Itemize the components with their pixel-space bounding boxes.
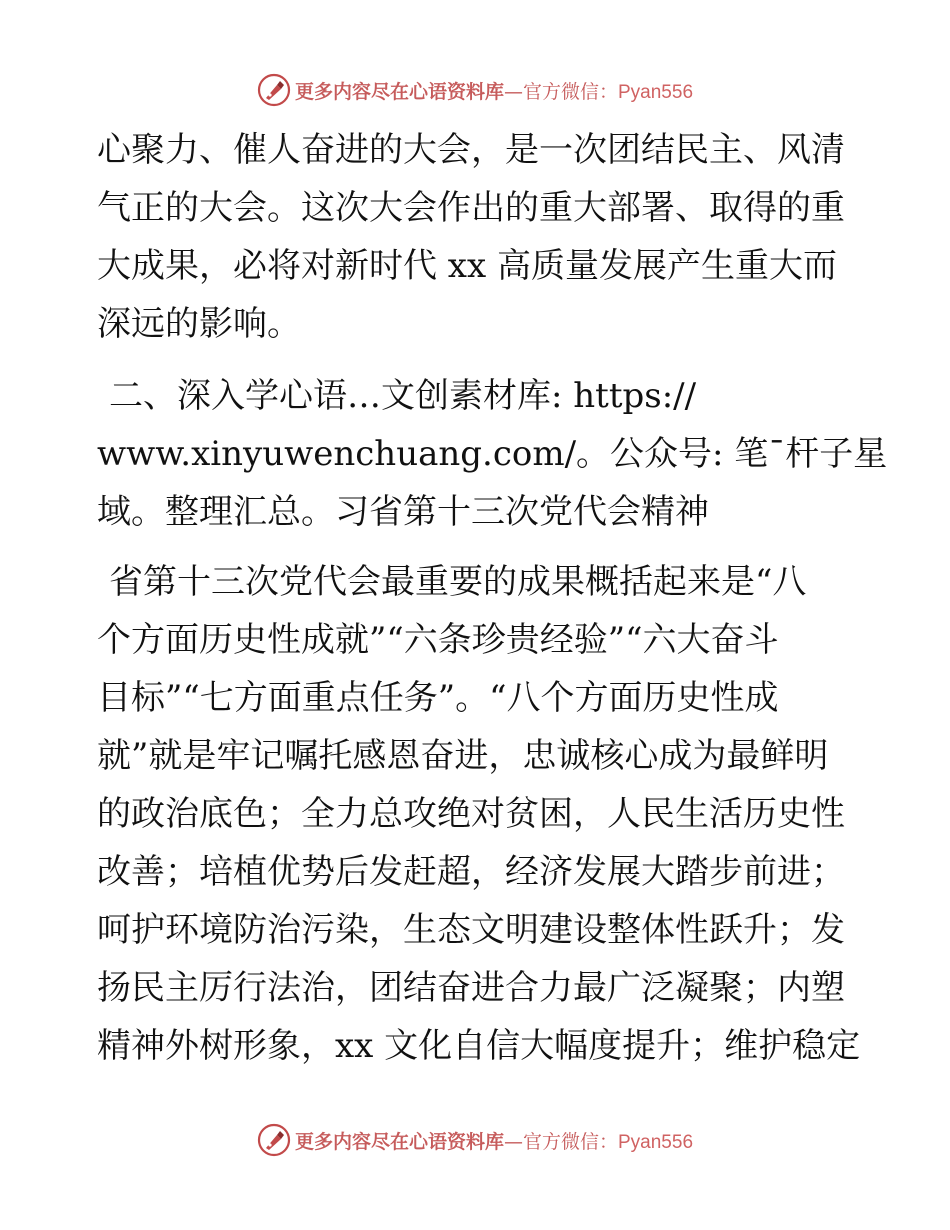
text-line: 域。整理汇总。习省第十三次党代会精神 bbox=[97, 492, 709, 532]
footer-text-dash: — bbox=[503, 1130, 523, 1153]
paragraph-2 bbox=[97, 367, 888, 541]
text-line: 二、深入学心语…文创素材库: https:// bbox=[109, 376, 697, 416]
paragraph-3 bbox=[97, 553, 867, 1075]
text-line: 深远的影响。 bbox=[97, 304, 301, 344]
header-banner-text bbox=[295, 77, 693, 104]
pen-nib-logo-icon bbox=[257, 73, 291, 107]
footer-banner-text bbox=[295, 1127, 693, 1154]
text-line: 心聚力、催人奋进的大会，是一次团结民主、风清 bbox=[97, 130, 845, 170]
header-banner bbox=[0, 70, 950, 110]
text-line: 扬民主厉行法治，团结奋进合力最广泛凝聚；内塑 bbox=[97, 968, 845, 1008]
text-line: 目标”“七方面重点任务”。“八个方面历史性成 bbox=[97, 678, 779, 718]
text-line: 的政治底色；全力总攻绝对贫困，人民生活历史性 bbox=[97, 794, 845, 834]
header-text-wechat: 官方微信： bbox=[522, 80, 618, 103]
paragraph-1 bbox=[97, 121, 867, 353]
text-line: 就”就是牢记嘱托感恩奋进，忠诚核心成为最鲜明 bbox=[97, 736, 829, 776]
footer-text-wechat: 官方微信： bbox=[522, 1130, 618, 1153]
pen-nib-logo-icon bbox=[257, 1123, 291, 1157]
text-line: 大成果，必将对新时代 xx 高质量发展产生重大而 bbox=[97, 246, 837, 286]
text-line: 呵护环境防治污染，生态文明建设整体性跃升；发 bbox=[97, 910, 845, 950]
footer-text-main: 更多内容尽在心语资料库 bbox=[294, 1130, 504, 1153]
text-line: 省第十三次党代会最重要的成果概括起来是“八 bbox=[109, 562, 807, 602]
footer-banner bbox=[0, 1120, 950, 1160]
header-text-main: 更多内容尽在心语资料库 bbox=[294, 80, 504, 103]
text-line: 气正的大会。这次大会作出的重大部署、取得的重 bbox=[97, 188, 845, 228]
document-body bbox=[97, 121, 888, 1075]
text-line: 个方面历史性成就”“六条珍贵经验”“六大奋斗 bbox=[97, 620, 779, 660]
text-line: 精神外树形象，xx 文化自信大幅度提升；维护稳定 bbox=[97, 1026, 861, 1066]
header-text-id: Pyan556 bbox=[618, 81, 694, 103]
text-line: www.xinyuwenchuang.com/。公众号: 笔¯杆子星 bbox=[97, 434, 888, 474]
text-line: 改善；培植优势后发赶超，经济发展大踏步前进； bbox=[97, 852, 845, 892]
header-text-dash: — bbox=[503, 80, 523, 103]
footer-text-id: Pyan556 bbox=[618, 1131, 694, 1153]
